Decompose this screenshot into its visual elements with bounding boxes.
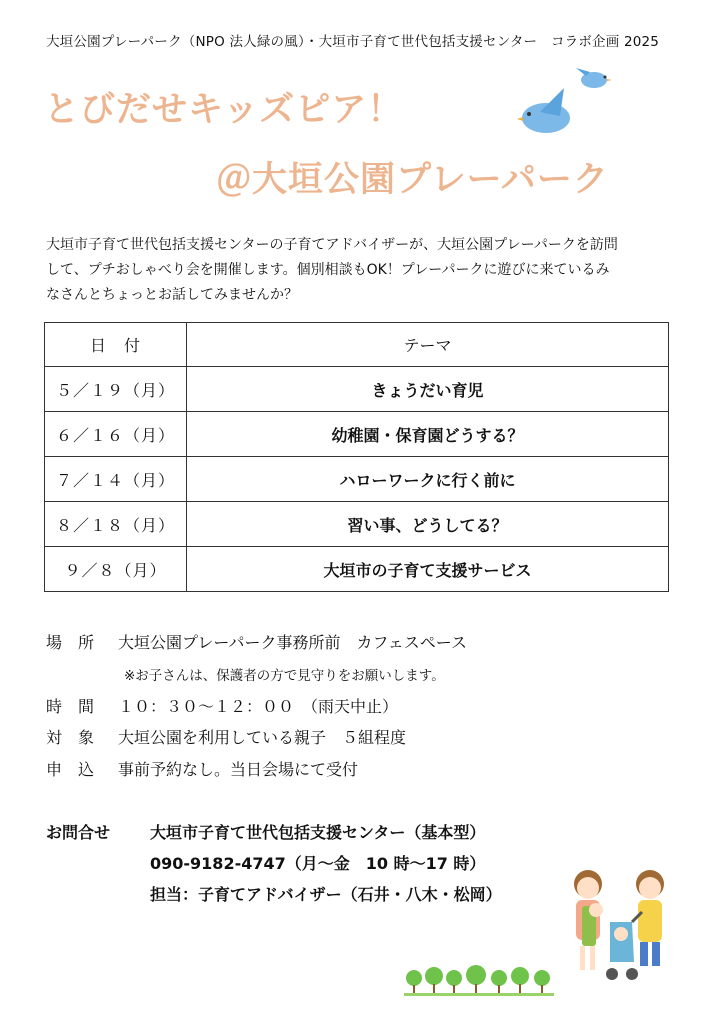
- table-row: [45, 412, 669, 457]
- date-column-header: 日 付: [45, 323, 187, 367]
- contact-staff: 担当：子育てアドバイザー（石井・八木・松岡）: [150, 885, 502, 904]
- stroller-icon: [606, 912, 642, 980]
- table-row: [45, 457, 669, 502]
- theme-cell: 習い事、どうしてる？: [187, 502, 669, 547]
- intro-line: 大垣市子育て世代包括支援センターの子育てアドバイザーが、大垣公園プレーパークを訪問: [46, 237, 618, 253]
- father-icon: [636, 870, 664, 966]
- small-bird-icon: [576, 68, 612, 88]
- family-illustration: [566, 862, 676, 997]
- place-note: ※お子さんは、保護者の方で見守りをお願いします。: [124, 668, 445, 684]
- apply-label: 申 込: [46, 760, 95, 779]
- table-row: [45, 367, 669, 412]
- contact-phone: 090-9182-4747（月～金 10 時～17 時）: [150, 854, 486, 873]
- apply-value: 事前予約なし。当日会場にて受付: [118, 760, 359, 779]
- collab-header: 大垣公園プレーパーク（NPO 法人緑の風）・大垣市子育て世代包括支援センター コラボ企画 2025: [46, 34, 660, 50]
- time-value: １０：３０～１２：００ （雨天中止）: [118, 697, 399, 716]
- title-line-1: とびだせキッズピア！: [44, 90, 404, 130]
- contact-org: 大垣市子育て世代包括支援センター（基本型）: [150, 823, 486, 842]
- large-bird-icon: [517, 88, 570, 133]
- trees-illustration: [404, 964, 554, 998]
- date-cell: ９／８（月）: [45, 547, 187, 592]
- time-label: 時 間: [46, 697, 95, 716]
- intro-line: なさんとちょっとお話してみませんか？: [46, 287, 298, 303]
- target-value: 大垣公園を利用している親子 ５組程度: [118, 728, 407, 747]
- birds-illustration: [516, 62, 616, 142]
- date-cell: ６／１６（月）: [45, 412, 187, 457]
- table-header-row: [45, 323, 669, 367]
- place-value: 大垣公園プレーパーク事務所前 カフェスペース: [118, 633, 467, 652]
- target-row: [46, 725, 406, 748]
- theme-column-header: テーマ: [187, 323, 669, 367]
- apply-row: [46, 757, 358, 780]
- table-row: [45, 547, 669, 592]
- title-line-2: ＠大垣公園プレーパーク: [216, 160, 609, 200]
- date-cell: ５／１９（月）: [45, 367, 187, 412]
- mother-icon: [574, 870, 603, 970]
- contact-label: お問合せ: [46, 823, 111, 842]
- intro-text: [46, 233, 676, 308]
- theme-cell: 幼稚園・保育園どうする？: [187, 412, 669, 457]
- schedule-table: [44, 322, 669, 592]
- table-row: [45, 502, 669, 547]
- theme-cell: ハローワークに行く前に: [187, 457, 669, 502]
- place-row: [46, 630, 467, 653]
- place-label: 場 所: [46, 633, 95, 652]
- time-row: [46, 694, 398, 717]
- theme-cell: 大垣市の子育て支援サービス: [187, 547, 669, 592]
- date-cell: ８／１８（月）: [45, 502, 187, 547]
- theme-cell: きょうだい育児: [187, 367, 669, 412]
- intro-line: して、プチおしゃべり会を開催します。個別相談もOK！プレーパークに遊びに来ているみ: [46, 262, 610, 278]
- target-label: 対 象: [46, 728, 95, 747]
- date-cell: ７／１４（月）: [45, 457, 187, 502]
